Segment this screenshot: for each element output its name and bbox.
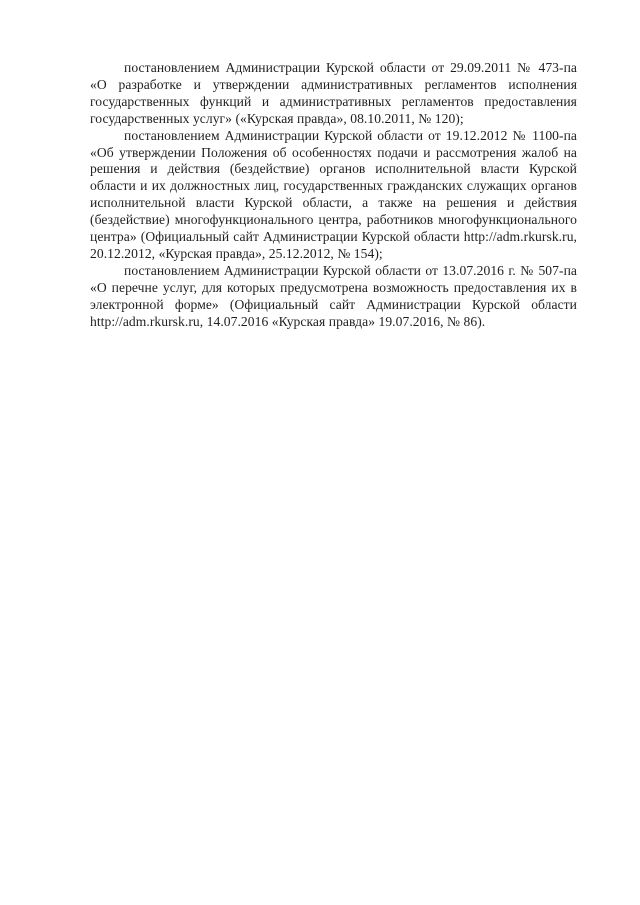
- document-body: [90, 60, 577, 331]
- paragraph-text: постановлением Администрации Курской области от 13.07.2016 г. № 507-па «О перечне услуг, для которых предусмотрена возможность предоставления их в электронной форме» (Официальный сайт Администрации Курской области http://adm.rkursk.ru, 14.07.2016 «Курская правда» 19.07.2016, № 86).: [90, 262, 577, 329]
- paragraph-text: постановлением Администрации Курской области от 29.09.2011 № 473-па «О разработке и утверждении административных регламентов исполнения государственных функций и административных регламентов предоставления государственных услуг» («Курская правда», 08.10.2011, № 120);: [90, 60, 577, 126]
- paragraph-decree-507: [90, 263, 577, 331]
- paragraph-decree-473: [90, 60, 577, 128]
- paragraph-decree-1100: [90, 128, 577, 263]
- paragraph-text: постановлением Администрации Курской области от 19.12.2012 № 1100-па «Об утверждении Положения об особенностях подачи и рассмотрения жалоб на решения и действия (бездействие) органов исполнительной власти Курской области и их должностных лиц, государственных гражданских служащих органов исполнительной власти Курской области, а также на решения и действия (бездействие) многофункционального центра, работников многофункционального центра» (Официальный сайт Администрации Курской области http://adm.rkursk.ru, 20.12.2012, «Курская правда», 25.12.2012, № 154);: [90, 127, 577, 261]
